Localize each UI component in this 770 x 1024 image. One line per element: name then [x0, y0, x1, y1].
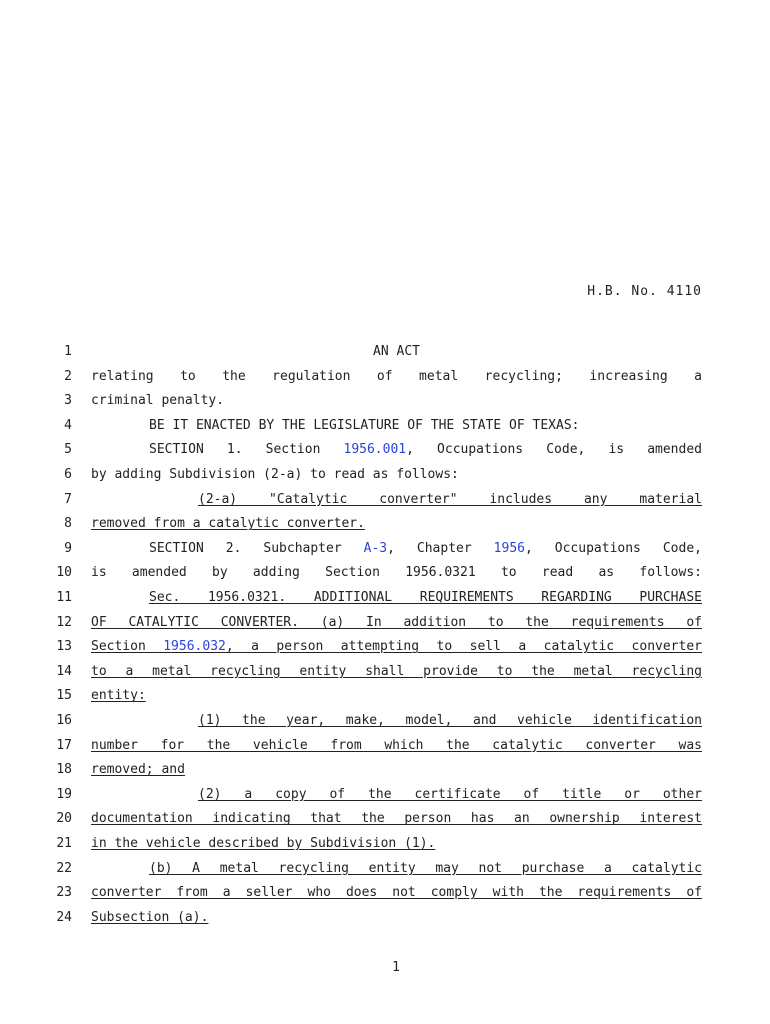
bill-line [40, 416, 702, 436]
line-segment: by adding Subdivision (2-a) to read as follows: [91, 467, 459, 482]
line-segment: in the vehicle described by Subdivision (1). [91, 836, 436, 851]
code-reference-link[interactable]: A-3 [363, 540, 388, 556]
inserted-text [226, 639, 702, 654]
line-segment: converter from a seller who does not comply with the requirements of [91, 885, 702, 901]
line-segment: (1) the year, make, model, and vehicle identification [198, 713, 702, 728]
line-text [91, 686, 702, 706]
line-text [91, 539, 702, 559]
bill-line [40, 859, 702, 879]
line-number: 9 [64, 540, 72, 556]
inserted-text [91, 811, 702, 826]
inserted-text [91, 639, 163, 654]
bill-line [40, 391, 702, 411]
line-number: 24 [56, 909, 72, 925]
line-segment: SECTION 1. Section [149, 442, 344, 458]
code-reference-link[interactable]: 1956.001 [343, 442, 407, 458]
line-number: 15 [56, 688, 72, 704]
bill-line [40, 367, 702, 387]
bill-line [40, 809, 702, 829]
line-text [91, 440, 702, 460]
inserted-text [198, 787, 702, 802]
line-text [91, 785, 702, 805]
line-segment: Subsection (a). [91, 909, 209, 925]
line-number: 13 [56, 639, 72, 655]
line-segment: Sec. 1956.0321. ADDITIONAL REQUIREMENTS REGARDING PURCHASE [149, 590, 702, 605]
line-segment: criminal penalty. [91, 393, 225, 409]
bill-line [40, 637, 702, 657]
line-segment: entity: [91, 688, 146, 704]
line-number: 23 [56, 885, 72, 901]
inserted-text [91, 688, 146, 703]
line-text [91, 711, 702, 731]
line-number: 14 [56, 663, 72, 679]
line-text [91, 416, 702, 436]
line-segment: OF CATALYTIC CONVERTER. (a) In addition to the requirements of [91, 614, 702, 630]
line-number: 20 [56, 811, 72, 827]
line-segment: documentation indicating that the person has an ownership interest [91, 811, 702, 827]
line-segment: removed; and [91, 762, 185, 778]
line-segment: , Occupations Code, is amended [406, 442, 702, 458]
line-text [91, 834, 702, 854]
line-number: 16 [56, 713, 72, 728]
line-segment: (2) a copy of the certificate of title or other [198, 786, 702, 802]
page-number: 1 [392, 960, 400, 975]
bill-line [40, 908, 702, 928]
line-text [91, 563, 702, 583]
line-number: 4 [64, 417, 72, 433]
bill-line [40, 662, 702, 682]
line-segment: is amended by adding Section 1956.0321 to read as follows: [91, 565, 702, 581]
inserted-text [91, 836, 435, 851]
line-number: 21 [56, 836, 72, 851]
bill-line [40, 736, 702, 756]
line-number: 7 [64, 491, 72, 507]
line-segment: to a metal recycling entity shall provide to the metal recycling [91, 663, 702, 679]
line-text [91, 342, 702, 362]
line-segment: AN ACT [373, 344, 420, 359]
bill-line [40, 342, 702, 362]
line-segment: relating to the regulation of metal recycling; increasing a [91, 368, 702, 384]
code-reference-link[interactable]: 1956.032 [163, 639, 226, 655]
line-segment: (b) A metal recycling entity may not purchase a catalytic [149, 860, 702, 876]
line-segment: (2-a) "Catalytic converter" includes any material [198, 491, 702, 507]
line-segment: , Occupations Code, [524, 540, 702, 556]
line-text [91, 883, 702, 903]
inserted-text [198, 492, 702, 507]
line-number: 6 [64, 467, 72, 482]
line-text [91, 662, 702, 682]
line-text [91, 588, 702, 608]
bill-line [40, 834, 702, 854]
line-text [91, 859, 702, 879]
bill-line [40, 686, 702, 706]
bill-line [40, 613, 702, 633]
code-reference-link[interactable]: 1956 [493, 540, 525, 556]
line-number: 5 [64, 442, 72, 458]
bill-line [40, 760, 702, 780]
line-text [91, 736, 702, 756]
line-text [91, 465, 702, 485]
line-segment: Section [91, 639, 164, 655]
bill-line [40, 588, 702, 608]
line-number: 22 [56, 860, 72, 876]
bill-line [40, 883, 702, 903]
line-segment: , a person attempting to sell a catalytic converter [225, 639, 702, 655]
bill-line [40, 465, 702, 485]
inserted-text [149, 861, 702, 876]
line-segment: SECTION 2. Subchapter [149, 540, 364, 556]
line-number: 1 [64, 344, 72, 359]
inserted-text [91, 516, 365, 531]
line-number: 10 [56, 565, 72, 581]
line-text [91, 637, 702, 657]
inserted-text [198, 713, 702, 728]
inserted-text [91, 738, 702, 753]
line-text [91, 809, 702, 829]
line-number: 12 [56, 614, 72, 630]
line-text [91, 908, 702, 928]
inserted-text [91, 885, 702, 900]
line-number: 8 [64, 516, 72, 532]
bill-number: H.B. No. 4110 [587, 284, 702, 299]
bill-line [40, 539, 702, 559]
inserted-text [149, 590, 702, 605]
line-segment: number for the vehicle from which the catalytic converter was [91, 737, 702, 753]
line-number: 19 [56, 786, 72, 802]
line-text [91, 367, 702, 387]
line-segment: removed from a catalytic converter. [91, 516, 365, 532]
line-number: 3 [64, 393, 72, 409]
inserted-text [91, 910, 208, 925]
line-number: 17 [56, 737, 72, 753]
line-text [91, 490, 702, 510]
line-segment: , Chapter [387, 540, 494, 556]
inserted-text [91, 615, 702, 630]
line-number: 11 [56, 590, 72, 605]
line-text [91, 514, 702, 534]
line-segment: BE IT ENACTED BY THE LEGISLATURE OF THE STATE OF TEXAS: [149, 417, 580, 433]
line-number: 2 [64, 368, 72, 384]
bill-line [40, 490, 702, 510]
line-text [91, 391, 702, 411]
line-text [91, 613, 702, 633]
inserted-text [163, 639, 226, 654]
bill-line [40, 440, 702, 460]
inserted-text [91, 762, 185, 777]
bill-line [40, 514, 702, 534]
inserted-text [91, 664, 702, 679]
bill-line [40, 563, 702, 583]
line-text [91, 760, 702, 780]
bill-line [40, 785, 702, 805]
line-number: 18 [56, 762, 72, 778]
bill-line [40, 711, 702, 731]
